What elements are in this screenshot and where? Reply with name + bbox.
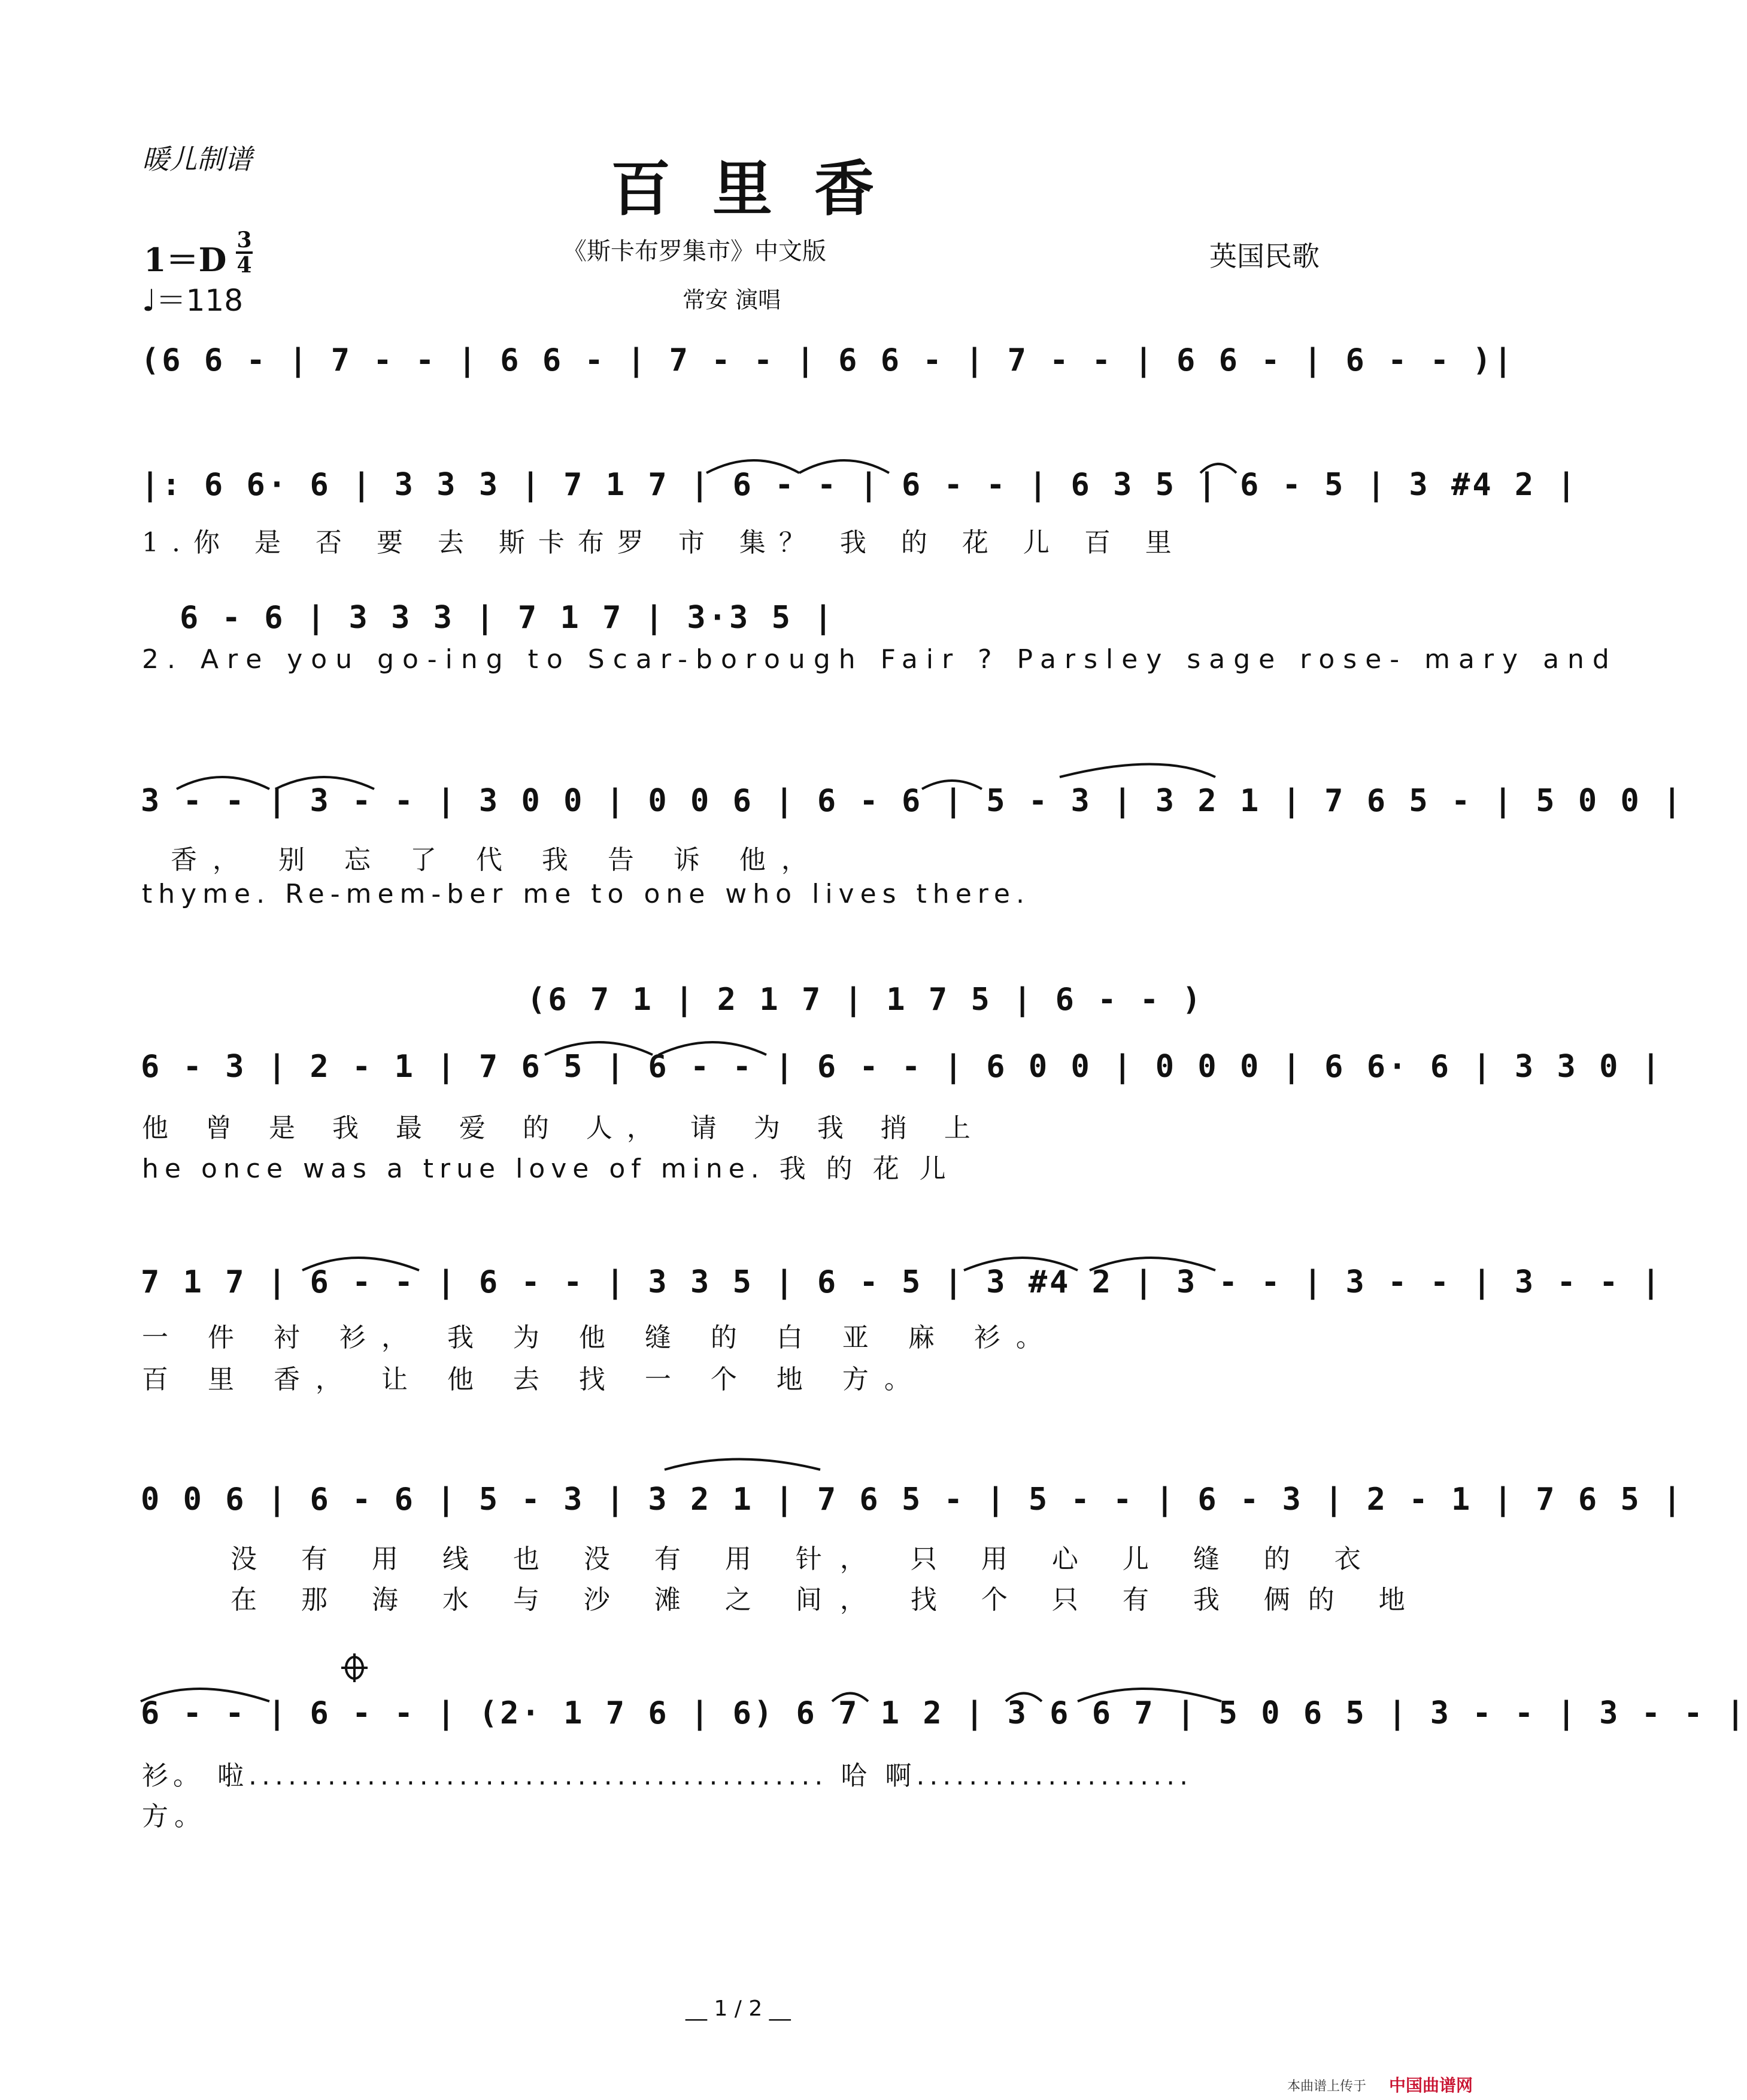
slur-arc xyxy=(922,781,982,789)
slur-arc xyxy=(1006,1694,1042,1702)
slur-arc xyxy=(177,777,269,789)
system-6-lyrics-1: 他 曾 是 我 最 爱 的 人， 请 为 我 捎 上 xyxy=(142,1113,985,1143)
slur-arc xyxy=(1060,764,1215,778)
slur-arc xyxy=(1090,1258,1215,1270)
slur-arc xyxy=(1200,464,1236,473)
song-title: 百里香 xyxy=(611,153,916,224)
time-signature-denominator: 4 xyxy=(236,253,252,278)
slur-arc xyxy=(302,1258,419,1270)
slur-arc xyxy=(545,1042,653,1055)
slur-arc xyxy=(141,1689,269,1701)
system-4-lyrics-2: thyme. Re-mem-ber me to one who lives there. xyxy=(142,879,1030,909)
key-signature: 1＝D xyxy=(144,241,227,279)
coda-icon xyxy=(341,1653,368,1682)
system-8-lyrics-2: 在 那 海 水 与 沙 滩 之 间， 找 个 只 有 我 俩的 地 xyxy=(230,1585,1423,1615)
arranger-credit: 暖儿制谱 xyxy=(142,143,252,175)
slur-arc xyxy=(275,777,374,789)
system-3-notes: 6 - 6 | 3 3 3 | 7 1 7 | 3·3 5 | xyxy=(180,600,835,636)
system-6-lyrics-2: he once was a true love of mine. 我 的 花 儿 xyxy=(142,1154,952,1184)
system-2-lyrics-1: 1.你 是 否 要 去 斯卡布罗 市 集？ 我 的 花 儿 百 里 xyxy=(142,527,1185,558)
system-9-notes: 6 - - | 6 - - | (2· 1 7 6 | 6) 6 7 1 2 | 3 6 6 7 | 5 0 6 5 | 3 - - | 3 - - | xyxy=(141,1695,1747,1731)
system-8-lyrics-1: 没 有 用 线 也 没 有 用 针， 只 用 心 儿 缝 的 衣 xyxy=(230,1544,1379,1574)
subtitle: 《斯卡布罗集市》中文版 xyxy=(563,238,826,265)
slur-arc xyxy=(659,1042,766,1055)
system-4-notes: 3 - - | 3 - - | 3 0 0 | 0 0 6 | 6 - 6 | 5 - 3 | 3 2 1 | 7 6 5 - | 5 0 0 | xyxy=(141,783,1684,819)
upload-note: 本曲谱上传于 xyxy=(1287,2079,1367,2094)
singer-credit: 常安 演唱 xyxy=(683,287,781,313)
system-4-lyrics-1: 香， 别 忘 了 代 我 告 诉 他， xyxy=(171,845,823,875)
page-number: __ 1 / 2 __ xyxy=(686,1996,791,2021)
tempo-marking: ♩＝118 xyxy=(142,283,244,318)
slur-arc xyxy=(799,460,889,473)
system-8-notes: 0 0 6 | 6 - 6 | 5 - 3 | 3 2 1 | 7 6 5 - | 5 - - | 6 - 3 | 2 - 1 | 7 6 5 | xyxy=(141,1482,1684,1518)
system-9-lyrics-2: 方。 xyxy=(142,1801,207,1832)
slur-arc xyxy=(832,1694,868,1702)
time-signature-numerator: 3 xyxy=(236,227,252,253)
slur-arc xyxy=(706,460,799,473)
system-1-notes: (6 6 - | 7 - - | 6 6 - | 7 - - | 6 6 - | 7 - - | 6 6 - | 6 - - )| xyxy=(141,342,1515,378)
system-2-notes: |: 6 6· 6 | 3 3 3 | 7 1 7 | 6 - - | 6 - - | 6 3 5 | 6 - 5 | 3 #4 2 | xyxy=(141,467,1578,503)
origin-credit: 英国民歌 xyxy=(1209,240,1320,272)
slur-arc xyxy=(1078,1689,1221,1701)
system-7-notes: 7 1 7 | 6 - - | 6 - - | 3 3 5 | 6 - 5 | 3 #4 2 | 3 - - | 3 - - | 3 - - | xyxy=(141,1264,1663,1300)
system-7-lyrics-1: 一 件 衬 衫， 我 为 他 缝 的 白 亚 麻 衫。 xyxy=(142,1322,1058,1353)
system-3-lyrics-1: 2. Are you go-ing to Scar-borough Fair ? Parsley sage rose- mary and xyxy=(142,644,1618,675)
system-6-notes: 6 - 3 | 2 - 1 | 7 6 5 | 6 - - | 6 - - | 6 0 0 | 0 0 0 | 6 6· 6 | 3 3 0 | xyxy=(141,1049,1663,1085)
system-7-lyrics-2: 百 里 香， 让 他 去 找 一 个 地 方。 xyxy=(142,1364,926,1395)
site-logo: 中国曲谱网 xyxy=(1389,2075,1473,2095)
system-9-lyrics-1: 衫。 啦............................................ 哈 啊..................... xyxy=(142,1761,1193,1791)
slur-arc xyxy=(665,1459,820,1470)
system-5-notes: (6 7 1 | 2 1 7 | 1 7 5 | 6 - - ) xyxy=(527,982,1203,1018)
slur-arc xyxy=(964,1258,1078,1270)
